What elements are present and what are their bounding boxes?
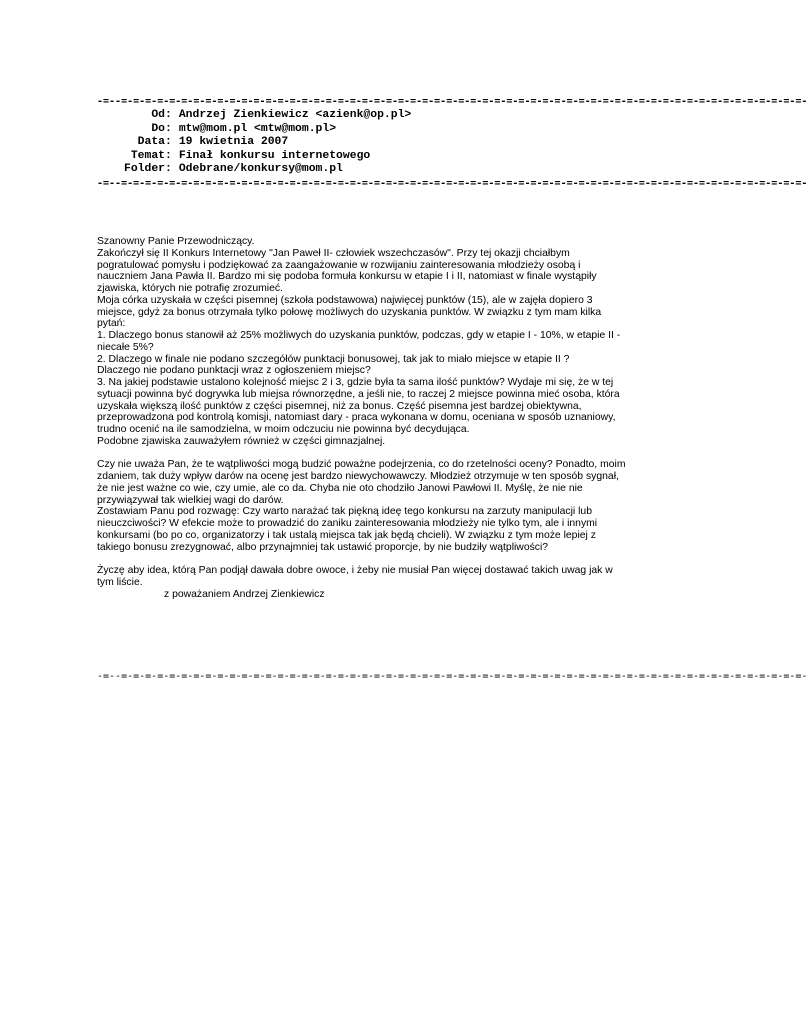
header-bottom-rule: -=--=-=-=-=-=-=-=-=-=-=-=-=-=-=-=-=-=-=-=-=-=-=-=-=-=-=-=-=-=-=-=-=-=-=-=-=-=-=-=-=-=-=-=-=-=-=-=-=-=-=-=-=-=-=-=-=-=- <box>97 178 807 189</box>
subject-label: Temat <box>130 149 165 162</box>
letter-question-2a: 2. Dlaczego w finale nie podano szczegółów punktacji bonusowej, tak jak to miało miejsce w etapie II ? <box>97 353 570 365</box>
to-value: mtw@mom.pl <mtw@mom.pl> <box>178 122 337 135</box>
header-top-rule: -=--=-=-=-=-=-=-=-=-=-=-=-=-=-=-=-=-=-=-=-=-=-=-=-=-=-=-=-=-=-=-=-=-=-=-=-=-=-=-=-=-=-=-=-=-=-=-=-=-=-=-=-=-=-=-=-=-=- <box>97 96 807 107</box>
from-separator: : <box>165 109 172 121</box>
letter-greeting: Szanowny Panie Przewodniczący. <box>97 236 255 247</box>
header-subject-row <box>97 150 639 164</box>
subject-separator: : <box>165 149 172 162</box>
to-label: Do <box>151 122 165 135</box>
date-separator: : <box>165 136 172 149</box>
letter-body <box>97 236 627 600</box>
folder-label: Folder <box>123 163 165 176</box>
letter-paragraph-doubts: Czy nie uważa Pan, że te wątpliwości mogą budzić poważne podejrzenia, co do rzetelności oceny? Ponadto, moim zdaniem, tak duży wpływ darów na ocenę jest bardzo niewychowawczy. Młodzież otrzymuje w ten sposób sygnał, że nie jest ważne co wie, czy umie, ale co da. Chyba nie oto chodziło Janowi Pawłowi II. Myślę, że nie nie przywiązywał tak wielkiej wagi do darów. <box>97 459 626 506</box>
date-label: Data <box>137 136 165 149</box>
letter-question-2b: Dlaczego nie podano punktacji wraz z ogłoszeniem miejsc? <box>97 365 371 377</box>
folder-value: Odebrane/konkursy@mom.pl <box>178 163 343 176</box>
header-folder-row <box>97 163 639 177</box>
letter-paragraph-closing: Życzę aby idea, którą Pan podjął dawała dobre owoce, i żeby nie musiał Pan więcej dostawać takich uwag jak w tym liście. <box>97 565 613 588</box>
blank-line <box>97 553 627 565</box>
letter-signature: z poważaniem Andrzej Zienkiewicz <box>164 588 325 600</box>
from-label: Od <box>151 109 165 121</box>
to-separator: : <box>165 122 172 135</box>
letter-paragraph-intro: Zakończył się II Konkurs Internetowy "Jan Paweł II- człowiek wszechczasów". Przy tej okazji chciałbym pogratulować pomysłu i podziękować za zaangażowanie w rozwijaniu zainteresowania młodzieży osobą i nauczniem Jana Pawła II. Bardzo mi się podoba formuła konkursu w etapie I i II, natomiast w finale wystąpiły zjawiska, których nie potrafię zrozumieć. <box>97 247 597 294</box>
subject-value: Finał konkursu internetowego <box>178 149 371 162</box>
letter-paragraph-gimnazjum: Podobne zjawiska zauważyłem również w części gimnazjalnej. <box>97 435 386 447</box>
letter-question-1: 1. Dlaczego bonus stanowił aż 25% możliwych do uzyskania punktów, podczas, gdy w etapie I - 10%, w etapie II - niecałe 5%? <box>97 330 621 353</box>
header-from-row <box>97 109 639 123</box>
from-value: Andrzej Zienkiewicz <azienk@op.pl> <box>178 109 412 121</box>
folder-separator: : <box>165 163 172 176</box>
letter-paragraph-consideration: Zostawiam Panu pod rozwagę: Czy warto narażać tak piękną ideę tego konkursu na zarzuty manipulacji lub nieuczciwości? W efekcie może to prowadzić do zaniku zainteresowania młodzieży nie tylko tym, ale i innymi konkursami (bo po co, organizatorzy i tak ustalą miejsca tak jak będą chcieli). W związku z tym może lepiej z takiego bonusu zrezygnować, albo przynajmniej tak ustawić proporcje, by nie budziły wątpliwości? <box>97 506 598 553</box>
letter-paragraph-daughter: Moja córka uzyskała w części pisemnej (szkoła podstawowa) najwięcej punktów (15), ale w zajęła dopiero 3 miejsce, gdyż za bonus otrzymała tylko połowę możliwych do uzyskania punktów. W związku z tym mam kilka pytań: <box>97 294 602 330</box>
header-to-row <box>97 123 639 137</box>
footer-rule: -=--=-=-=-=-=-=-=-=-=-=-=-=-=-=-=-=-=-=-=-=-=-=-=-=-=-=-=-=-=-=-=-=-=-=-=-=-=-=-=-=-=-=-=-=-=-=-=-=-=-=-=-=-=-=-=-=-=- <box>97 671 807 682</box>
date-value: 19 kwietnia 2007 <box>178 136 289 149</box>
letter-question-3: 3. Na jakiej podstawie ustalono kolejność miejsc 2 i 3, gdzie była ta sama ilość punktów? Wydaje mi się, że w tej sytuacji powinna być dogrywka lub miejsa równorzędne, a jeśli nie, to raczej 2 miejsce powinna mieć osoba, która uzyskała większą ilość punktów z części pisemnej, niż za bonus. Część pisemna jest bardzej obiektywna, przeprowadzona pod kontrolą komisji, natomiast dary - praca wykonana w domu, oceniana w sposób uznaniowy, trudno ocenić na ile samodzielna, w moim odczuciu nie powinna być decydująca. <box>97 377 620 435</box>
blank-line <box>97 448 627 460</box>
header-date-row <box>97 136 639 150</box>
email-header <box>97 109 639 177</box>
